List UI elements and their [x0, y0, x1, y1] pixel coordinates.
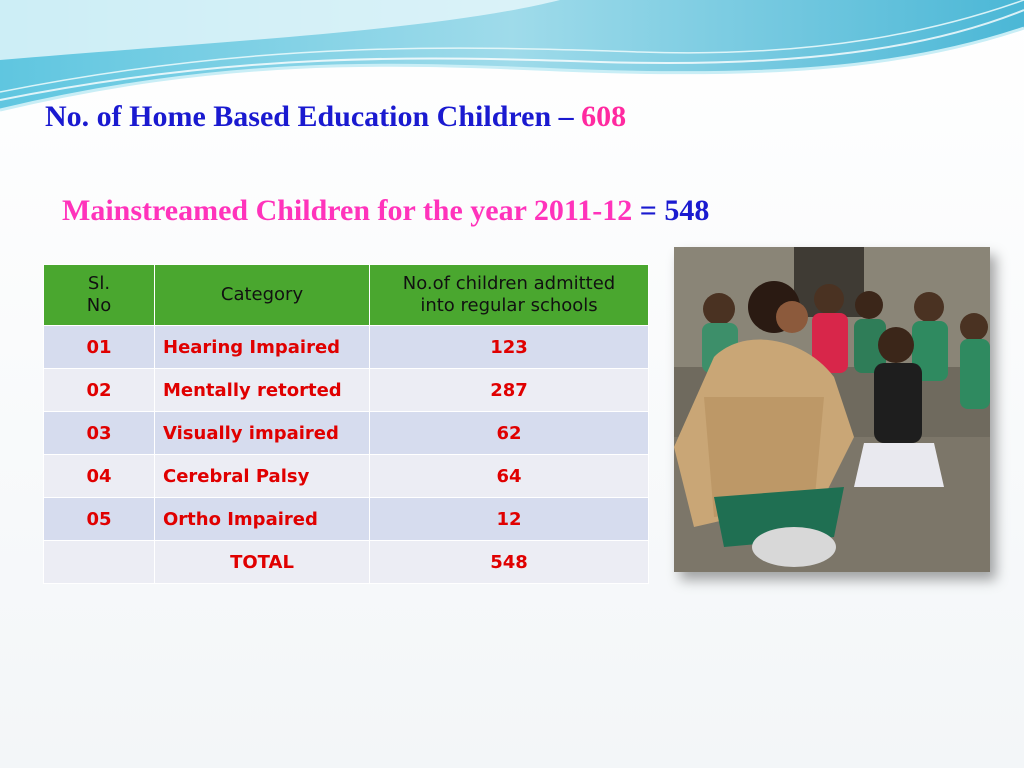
total-cell-label: TOTAL — [155, 541, 370, 584]
table-row — [44, 369, 649, 412]
cell-sl: 03 — [44, 412, 155, 455]
cell-count: 64 — [370, 455, 649, 498]
cell-category: Ortho Impaired — [155, 498, 370, 541]
page-subtitle — [62, 194, 709, 228]
page-title — [45, 100, 626, 134]
mainstreamed-table — [43, 264, 649, 584]
header-category: Category — [155, 265, 370, 326]
table-row — [44, 498, 649, 541]
cell-category: Cerebral Palsy — [155, 455, 370, 498]
header-children-count — [370, 265, 649, 326]
table-row — [44, 455, 649, 498]
header-sl-no — [44, 265, 155, 326]
subtitle-total: 548 — [664, 194, 710, 227]
title-dash: – — [558, 100, 574, 133]
table-header-row — [44, 265, 649, 326]
header-sl-line1: Sl. — [87, 272, 111, 294]
header-count-line2: into regular schools — [420, 295, 598, 316]
classroom-photo-image — [674, 247, 990, 572]
cell-category: Visually impaired — [155, 412, 370, 455]
cell-sl: 02 — [44, 369, 155, 412]
header-sl-line2: No — [86, 295, 112, 316]
title-count: 608 — [581, 100, 627, 133]
subtitle-equals: = — [639, 194, 657, 227]
cell-sl: 05 — [44, 498, 155, 541]
subtitle-label: Mainstreamed Children for the year 2011-12 — [62, 194, 633, 227]
cell-sl: 04 — [44, 455, 155, 498]
classroom-photo — [674, 247, 990, 572]
table-row — [44, 326, 649, 369]
total-cell-sl — [44, 541, 155, 584]
cell-count: 12 — [370, 498, 649, 541]
header-count-line1: No.of children admitted — [402, 272, 616, 294]
cell-count: 123 — [370, 326, 649, 369]
cell-category: Mentally retorted — [155, 369, 370, 412]
cell-category: Hearing Impaired — [155, 326, 370, 369]
cell-count: 287 — [370, 369, 649, 412]
cell-count: 62 — [370, 412, 649, 455]
total-cell-count: 548 — [370, 541, 649, 584]
cell-sl: 01 — [44, 326, 155, 369]
table-total-row — [44, 541, 649, 584]
title-text: No. of Home Based Education Children — [45, 100, 552, 133]
table-row — [44, 412, 649, 455]
